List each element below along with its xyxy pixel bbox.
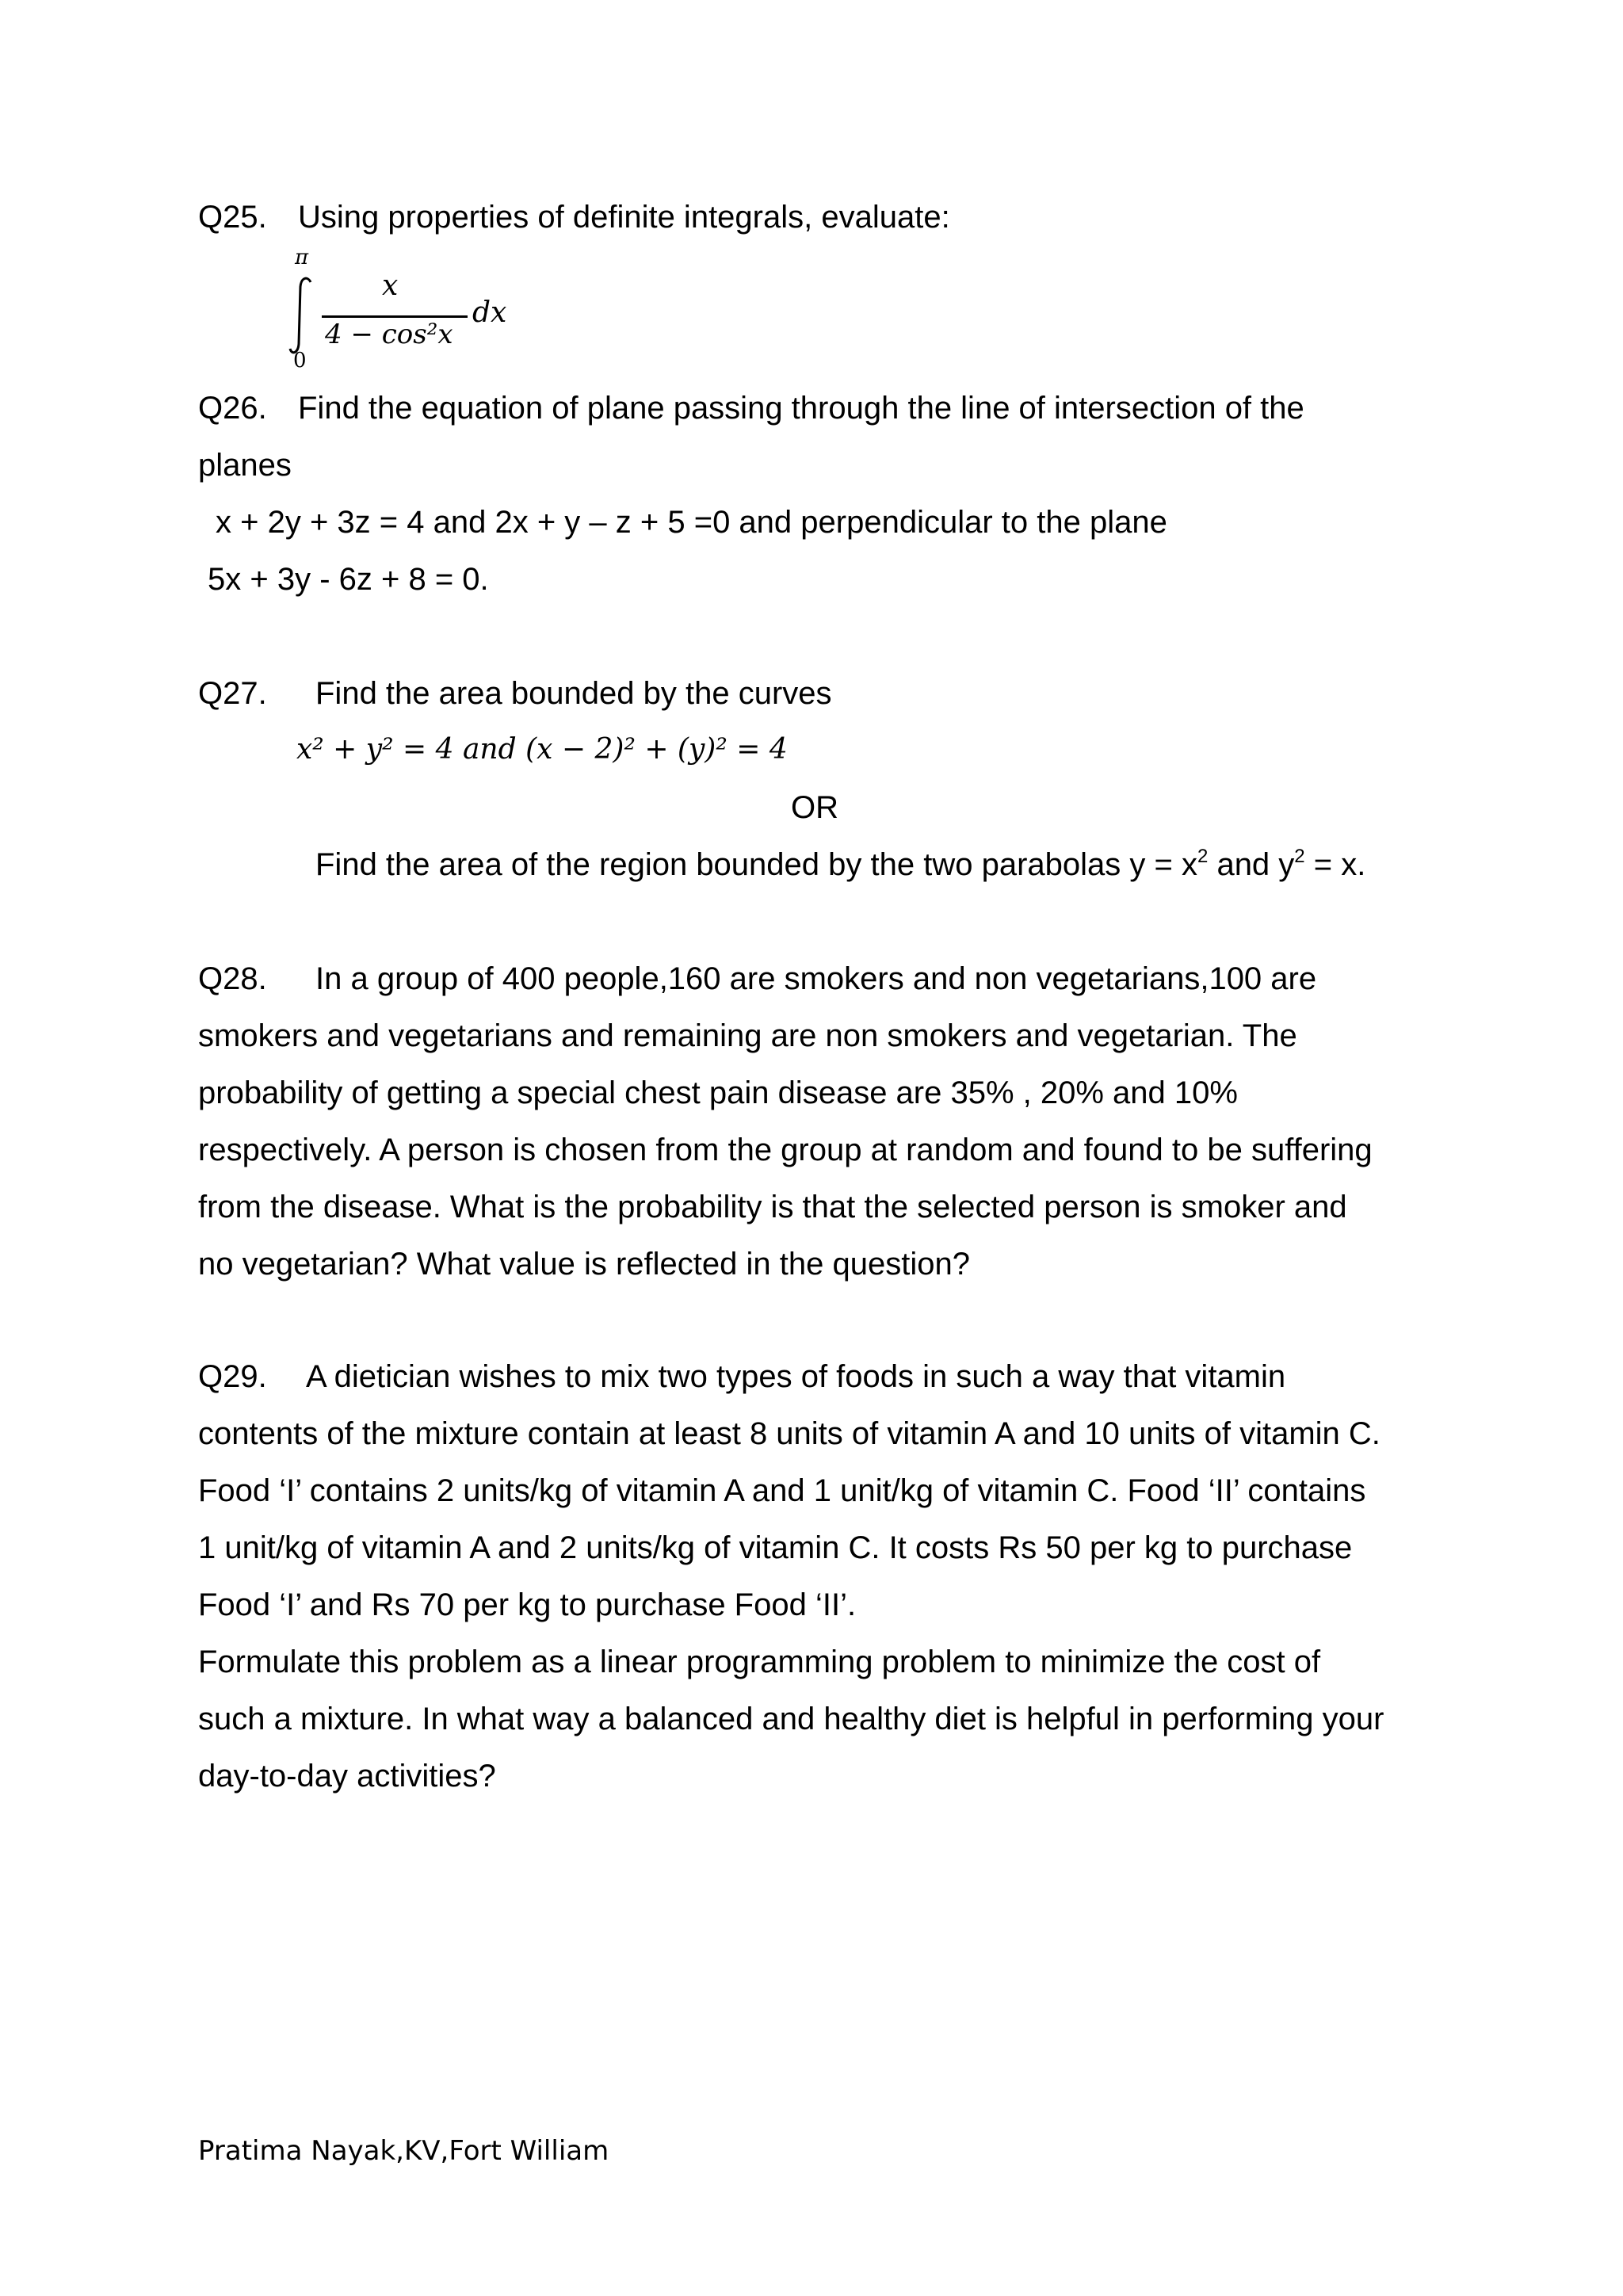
q29-line: Food ‘I’ and Rs 70 per kg to purchase Food ‘II’.: [198, 1587, 857, 1622]
q29-number: Q29.: [198, 1359, 267, 1394]
q27-line1: Find the area bounded by the curves: [315, 676, 832, 711]
integral-upper-limit: π: [295, 246, 309, 269]
q27-alt-part-b: and y: [1208, 847, 1295, 882]
q25-prompt: Using properties of definite integrals, evaluate:: [298, 200, 950, 235]
q28-number: Q28.: [198, 961, 267, 996]
q28-line: no vegetarian? What value is reflected in the question?: [198, 1247, 970, 1282]
page-footer: Pratima Nayak,KV,Fort William: [198, 2135, 609, 2167]
integrand-numerator: x: [382, 269, 399, 302]
q26-line1: Find the equation of plane passing through the line of intersection of the: [298, 391, 1304, 426]
q26-line4: 5x + 3y - 6z + 8 = 0.: [208, 562, 489, 597]
q26-line3: x + 2y + 3z = 4 and 2x + y – z + 5 =0 and perpendicular to the plane: [216, 505, 1167, 540]
q28-line: from the disease. What is the probability is that the selected person is smoker and: [198, 1190, 1347, 1224]
q25-number: Q25.: [198, 200, 267, 235]
q28-line: smokers and vegetarians and remaining are non smokers and vegetarian. The: [198, 1018, 1297, 1053]
q26-line2: planes: [198, 448, 292, 483]
q27-alt-exponent-1: 2: [1197, 846, 1209, 867]
q26-number: Q26.: [198, 391, 267, 426]
integral-sign-icon: [288, 276, 314, 355]
q29-line: A dietician wishes to mix two types of foods in such a way that vitamin: [306, 1359, 1286, 1394]
q27-number: Q27.: [198, 676, 267, 711]
integral-lower-limit: 0: [293, 349, 307, 372]
q29-line: such a mixture. In what way a balanced and healthy diet is helpful in performing your: [198, 1702, 1384, 1736]
q29-line: contents of the mixture contain at least 8 units of vitamin A and 10 units of vitamin C.: [198, 1416, 1381, 1451]
fraction-bar: [322, 315, 468, 318]
q27-alt-part-a: Find the area of the region bounded by the two parabolas y = x: [315, 847, 1197, 882]
integrand-denominator: 4 − cos²x: [325, 319, 453, 350]
q29-line: Formulate this problem as a linear programming problem to minimize the cost of: [198, 1645, 1321, 1679]
q27-alternative: [315, 846, 1365, 884]
integrand-differential: dx: [472, 296, 507, 329]
q29-line: day-to-day activities?: [198, 1759, 496, 1794]
q28-line: In a group of 400 people,160 are smokers and non vegetarians,100 are: [315, 961, 1317, 996]
q27-or: OR: [791, 790, 838, 825]
q27-equation: x² + y² = 4 and (x − 2)² + (y)² = 4: [296, 733, 788, 766]
q28-line: respectively. A person is chosen from the group at random and found to be suffering: [198, 1133, 1373, 1167]
q29-line: Food ‘I’ contains 2 units/kg of vitamin A and 1 unit/kg of vitamin C. Food ‘II’ contains: [198, 1473, 1366, 1508]
q28-line: probability of getting a special chest pain disease are 35% , 20% and 10%: [198, 1075, 1238, 1110]
q29-line: 1 unit/kg of vitamin A and 2 units/kg of vitamin C. It costs Rs 50 per kg to purchase: [198, 1530, 1353, 1565]
q27-alt-exponent-2: 2: [1294, 846, 1305, 867]
q27-alt-part-c: = x.: [1304, 847, 1366, 882]
